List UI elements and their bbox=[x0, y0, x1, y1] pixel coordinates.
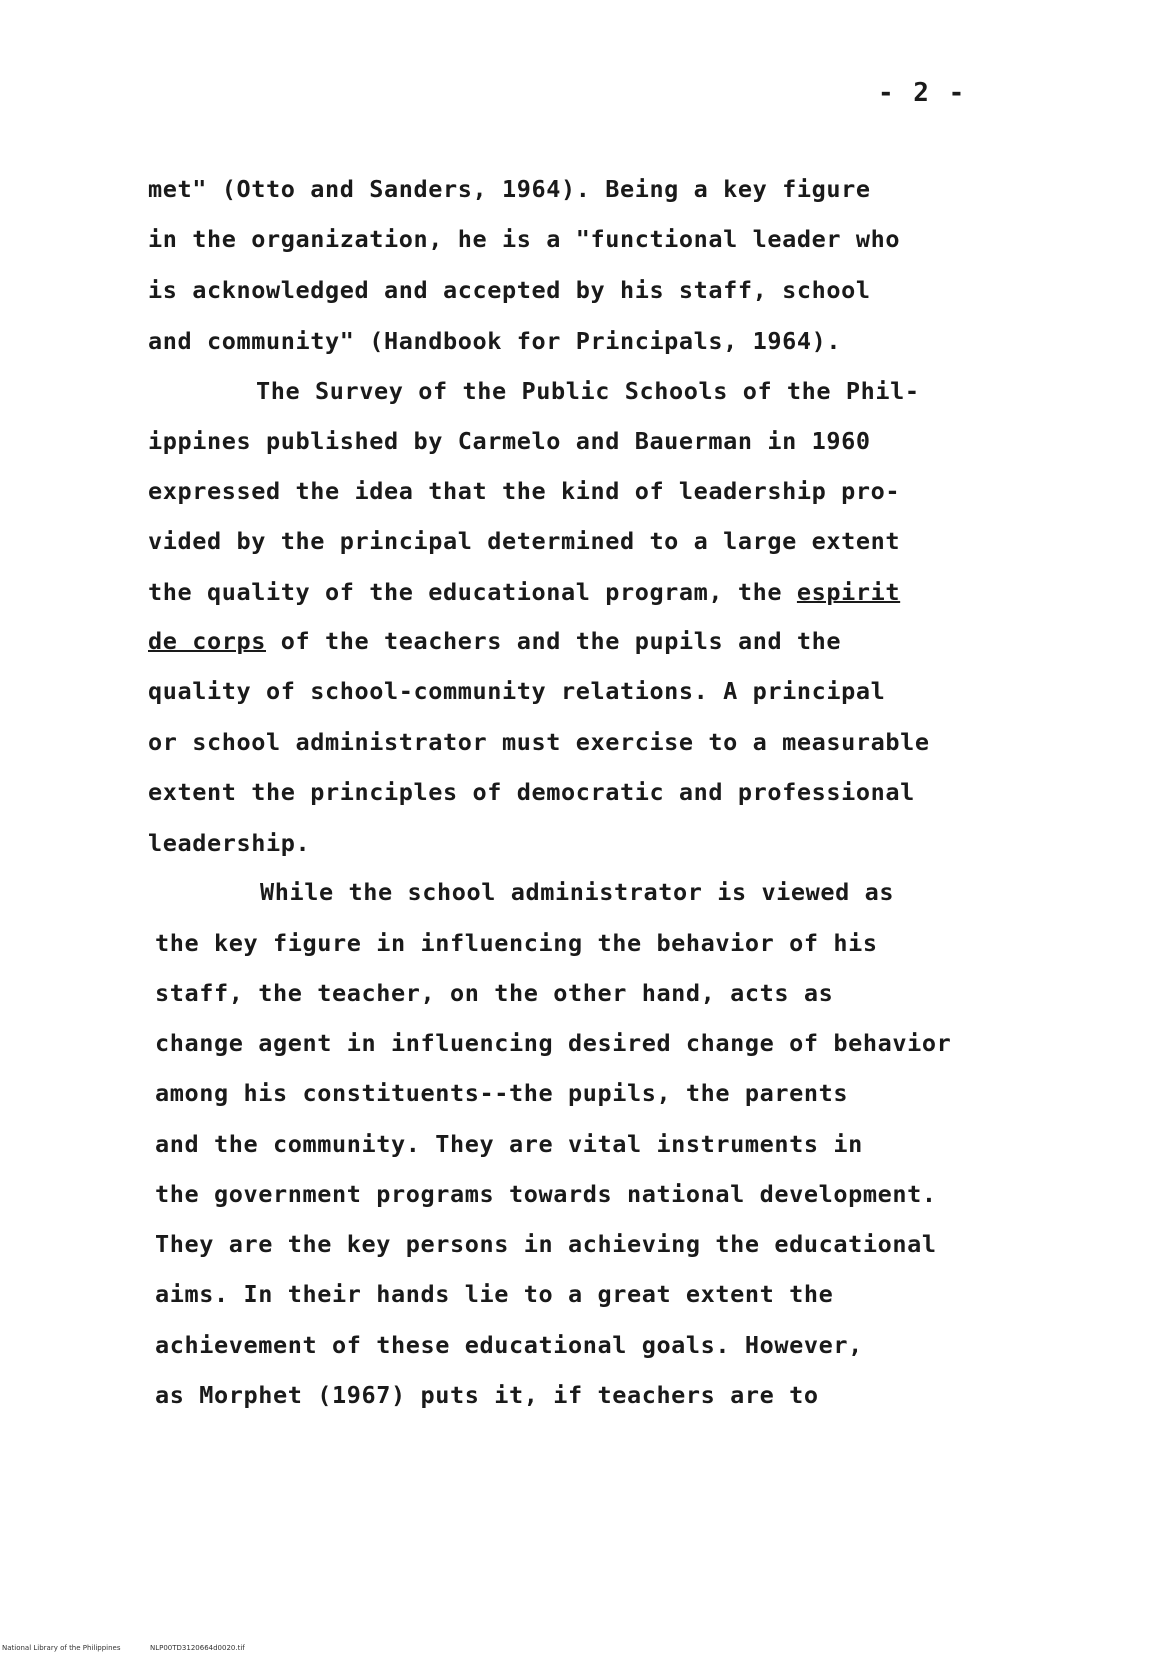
text-line: in the organization, he is a "functional leader who bbox=[148, 225, 901, 253]
footer-library: National Library of the Philippines bbox=[2, 1644, 121, 1652]
text-line: as Morphet (1967) puts it, if teachers are to bbox=[155, 1381, 819, 1409]
text-line: change agent in influencing desired change of behavior bbox=[155, 1029, 952, 1057]
text-line bbox=[148, 577, 900, 607]
text-line: and the community. They are vital instruments in bbox=[155, 1130, 863, 1158]
text-line: vided by the principal determined to a large extent bbox=[148, 527, 901, 555]
text-line: the government programs towards national development. bbox=[155, 1180, 937, 1208]
text-line: While the school administrator is viewed as bbox=[260, 878, 895, 906]
text-segment: the quality of the educational program, the bbox=[148, 578, 797, 606]
text-line: extent the principles of democratic and professional bbox=[148, 778, 915, 806]
text-line: staff, the teacher, on the other hand, acts as bbox=[155, 979, 834, 1007]
text-line: is acknowledged and accepted by his staff, school bbox=[148, 276, 871, 304]
text-line: leadership. bbox=[148, 829, 311, 857]
text-line: the key figure in influencing the behavior of his bbox=[155, 929, 878, 957]
text-line: quality of school-community relations. A principal bbox=[148, 677, 886, 705]
text-line: and community" (Handbook for Principals, 1964). bbox=[148, 327, 842, 355]
underlined-term: espirit bbox=[796, 578, 901, 606]
text-line: among his constituents--the pupils, the parents bbox=[155, 1079, 849, 1107]
text-segment: of the teachers and the pupils and the bbox=[266, 627, 842, 655]
text-line: achievement of these educational goals. However, bbox=[155, 1331, 863, 1359]
text-line: aims. In their hands lie to a great extent the bbox=[155, 1280, 834, 1308]
text-line: met" (Otto and Sanders, 1964). Being a key figure bbox=[148, 175, 871, 203]
text-line: They are the key persons in achieving the educational bbox=[155, 1230, 937, 1258]
text-line bbox=[148, 626, 841, 656]
footer-code: NLP00TD3120664d0020.tif bbox=[150, 1644, 245, 1652]
text-line: The Survey of the Public Schools of the Phil- bbox=[256, 377, 920, 405]
underlined-term: de corps bbox=[148, 627, 266, 655]
page-number: - 2 - bbox=[878, 78, 967, 108]
text-line: or school administrator must exercise to a measurable bbox=[148, 728, 930, 756]
text-line: expressed the idea that the kind of leadership pro- bbox=[148, 477, 901, 505]
text-line: ippines published by Carmelo and Bauerman in 1960 bbox=[148, 427, 871, 455]
